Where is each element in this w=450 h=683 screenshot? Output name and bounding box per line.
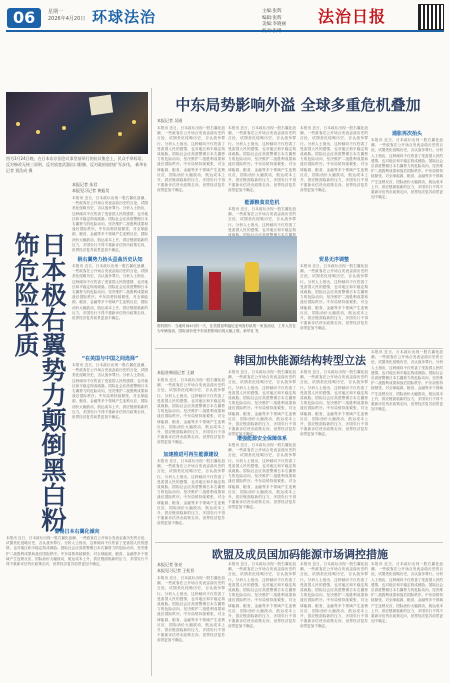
main-body-text: 本报讯 近日，日本政坛出现一股右翼化浪潮，一些政客在公开场合发表歪曲历史的言论，试图美化侵略历史，否认战争罪行。分析人士指出，这种倾向不仅伤害了受害国人民的感情，也对地区和平稳定构成威胁。国际社会应高度警惕日本右翼势力的危险动向，坚决维护二战胜利成果和战后国际秩序。中东局势持续紧张，对全球能源、粮食、金融等多个领域产生连锁反应，国际油价大幅波动，航运成本上升，供应链面临新的压力，多国央行不得不重新评估货币政策走向，世界经济复苏前景更加不确定。 bbox=[300, 264, 368, 331]
protest-photo-caption: 图为3月24日晚，在日本东京国会议事堂前举行的抗议集会上，民众手举标语，反对修改无核三原则、反对放宽武器出口限制、反对政府加快扩军步伐。 新华社记者 贾浩成 摄 bbox=[6, 156, 148, 173]
left-subhead: “在美国与中国之间选择” bbox=[81, 356, 139, 362]
main-byline: 本报记者 吴刚 bbox=[157, 118, 183, 123]
light-dot bbox=[118, 132, 122, 136]
korea-headline: 韩国加快能源结构转型立法 bbox=[234, 354, 366, 367]
byline-line: 本报见习记者 黄振昊 bbox=[72, 188, 110, 193]
fuel-pump bbox=[209, 272, 221, 310]
korea-body-text: 本报讯 近日，日本政坛出现一股右翼化浪潮，一些政客在公开场合发表歪曲历史的言论，试图美化侵略历史，否认战争罪行。分析人士指出，这种倾向不仅伤害了受害国人民的感情，也对地区和平稳定构成威胁。国际社会应高度警惕日本右翼势力的危险动向，坚决维护二战胜利成果和战后国际秩序。中东局势持续紧张，对全球能源、粮食、金融等多个领域产生连锁反应，国际油价大幅波动，航运成本上升，供应链面临新的压力，多国央行不得不重新评估货币政策走向，世界经济复苏前景更加不确定。 bbox=[228, 443, 296, 510]
eu-body-text: 本报讯 近日，日本政坛出现一股右翼化浪潮，一些政客在公开场合发表歪曲历史的言论，试图美化侵略历史，否认战争罪行。分析人士指出，这种倾向不仅伤害了受害国人民的感情，也对地区和平稳定构成威胁。国际社会应高度警惕日本右翼势力的危险动向，坚决维护二战胜利成果和战后国际秩序。中东局势持续紧张，对全球能源、粮食、金融等多个领域产生连锁反应，国际油价大幅波动，航运成本上升，供应链面临新的压力，多国央行不得不重新评估货币政策走向，世界经济复苏前景更加不确定。 bbox=[300, 562, 368, 629]
main-body-text: 本报讯 近日，日本政坛出现一股右翼化浪潮，一些政客在公开场合发表歪曲历史的言论，试图美化侵略历史，否认战争罪行。分析人士指出，这种倾向不仅伤害了受害国人民的感情，也对地区和平稳定构成威胁。国际社会应高度警惕日本右翼势力的危险动向，坚决维护二战胜利成果和战后国际秩序。中东局势持续紧张，对全球能源、粮食、金融等多个领域产生连锁反应，国际油价大幅波动，航运成本上升，供应链面临新的压力，多国央行不得不重新评估货币政策走向，世界经济复苏前景更加不确定。 bbox=[300, 126, 368, 193]
light-dot bbox=[16, 122, 20, 126]
left-body-text: 本报讯 近日，日本政坛出现一股右翼化浪潮，一些政客在公开场合发表歪曲历史的言论，试图美化侵略历史，否认战争罪行。分析人士指出，这种倾向不仅伤害了受害国人民的感情，也对地区和平稳定构成威胁。国际社会应高度警惕日本右翼势力的危险动向，坚决维护二战胜利成果和战后国际秩序。中东局势持续紧张，对全球能源、粮食、金融等多个领域产生连锁反应，国际油价大幅波动，航运成本上升，供应链面临新的压力，多国央行不得不重新评估货币政策走向，世界经济复苏前景更加不确定。 bbox=[6, 536, 148, 567]
byline-line: 本报见习记者 王松晋 bbox=[157, 568, 195, 573]
eu-body-text: 本报讯 近日，日本政坛出现一股右翼化浪潮，一些政客在公开场合发表歪曲历史的言论，试图美化侵略历史，否认战争罪行。分析人士指出，这种倾向不仅伤害了受害国人民的感情，也对地区和平稳定构成威胁。国际社会应高度警惕日本右翼势力的危险动向，坚决维护二战胜利成果和战后国际秩序。中东局势持续紧张，对全球能源、粮食、金融等多个领域产生连锁反应，国际油价大幅波动，航运成本上升，供应链面临新的压力，多国央行不得不重新评估货币政策走向，世界经济复苏前景更加不确定。 bbox=[157, 576, 225, 643]
left-subhead: 警惕日本右翼化倾向 bbox=[54, 529, 100, 535]
light-dot bbox=[132, 120, 136, 124]
eu-byline bbox=[157, 562, 225, 574]
worker-figure bbox=[245, 262, 259, 292]
page-number: 06 bbox=[7, 8, 41, 28]
section-divider bbox=[155, 542, 443, 543]
eu-body-text: 本报讯 近日，日本政坛出现一股右翼化浪潮，一些政客在公开场合发表歪曲历史的言论，试图美化侵略历史，否认战争罪行。分析人士指出，这种倾向不仅伤害了受害国人民的感情，也对地区和平稳定构成威胁。国际社会应高度警惕日本右翼势力的危险动向，坚决维护二战胜利成果和战后国际秩序。中东局势持续紧张，对全球能源、粮食、金融等多个领域产生连锁反应，国际油价大幅波动，航运成本上升，供应链面临新的压力，多国央行不得不重新评估货币政策走向，世界经济复苏前景更加不确定。 bbox=[371, 562, 443, 624]
section-title: 环球法治 bbox=[92, 8, 157, 26]
left-body-text: 本报讯 近日，日本政坛出现一股右翼化浪潮，一些政客在公开场合发表歪曲历史的言论，试图美化侵略历史，否认战争罪行。分析人士指出，这种倾向不仅伤害了受害国人民的感情，也对地区和平稳定构成威胁。国际社会应高度警惕日本右翼势力的危险动向，坚决维护二战胜利成果和战后国际秩序。中东局势持续紧张，对全球能源、粮食、金融等多个领域产生连锁反应，国际油价大幅波动，航运成本上升，供应链面临新的压力，多国央行不得不重新评估货币政策走向，世界经济复苏前景更加不确定。 bbox=[72, 363, 148, 420]
column-divider bbox=[151, 88, 152, 676]
korea-subhead: 增强能源安全保障体系 bbox=[236, 436, 287, 442]
korea-body-text: 本报讯 近日，日本政坛出现一股右翼化浪潮，一些政客在公开场合发表歪曲历史的言论，试图美化侵略历史，否认战争罪行。分析人士指出，这种倾向不仅伤害了受害国人民的感情，也对地区和平稳定构成威胁。国际社会应高度警惕日本右翼势力的危险动向，坚决维护二战胜利成果和战后国际秩序。中东局势持续紧张，对全球能源、粮食、金融等多个领域产生连锁反应，国际油价大幅波动，航运成本上升，供应链面临新的压力，多国央行不得不重新评估货币政策走向，世界经济复苏前景更加不确定。 bbox=[371, 350, 443, 412]
editor-line: 美编:李晓丽 bbox=[262, 22, 287, 27]
left-subhead: 极右翼势力抬头歪曲历史认知 bbox=[77, 257, 143, 263]
date-day: 2026年4月20日 bbox=[48, 16, 86, 22]
header-rule bbox=[6, 30, 444, 32]
korea-body-text: 本报讯 近日，日本政坛出现一股右翼化浪潮，一些政客在公开场合发表歪曲历史的言论，试图美化侵略历史，否认战争罪行。分析人士指出，这种倾向不仅伤害了受害国人民的感情，也对地区和平稳定构成威胁。国际社会应高度警惕日本右翼势力的危险动向，坚决维护二战胜利成果和战后国际秩序。中东局势持续紧张，对全球能源、粮食、金融等多个领域产生连锁反应，国际油价大幅波动，航运成本上升，供应链面临新的压力，多国央行不得不重新评估货币政策走向，世界经济复苏前景更加不确定。 bbox=[157, 459, 225, 526]
fuel-pump bbox=[187, 266, 203, 310]
issue-date bbox=[48, 9, 85, 23]
light-dot bbox=[62, 126, 66, 130]
masthead-logo: 法治日报 bbox=[318, 7, 387, 26]
editor-line: 编辑:张辉 bbox=[262, 15, 282, 21]
main-subhead: 能源粮食双危机 bbox=[244, 200, 280, 206]
left-byline bbox=[72, 182, 148, 194]
byline-line: 本报记者 张亮 bbox=[157, 562, 183, 567]
korea-byline: 本报驻韩国记者 王斌 bbox=[157, 370, 195, 375]
main-body-text: 本报讯 近日，日本政坛出现一股右翼化浪潮，一些政客在公开场合发表歪曲历史的言论，试图美化侵略历史，否认战争罪行。分析人士指出，这种倾向不仅伤害了受害国人民的感情，也对地区和平稳定构成威胁。国际社会应高度警惕日本右翼势力的危险动向，坚决维护二战胜利成果和战后国际秩序。中东局势持续紧张，对全球能源、粮食、金融等多个领域产生连锁反应，国际油价大幅波动，航运成本上升，供应链面临新的压力，多国央行不得不重新评估货币政策走向，世界经济复苏前景更加不确定。 bbox=[371, 138, 443, 200]
editor-line: 主编:张辉 bbox=[262, 9, 282, 14]
protest-photo bbox=[6, 92, 148, 154]
main-body-text: 本报讯 近日，日本政坛出现一股右翼化浪潮，一些政客在公开场合发表歪曲历史的言论，试图美化侵略历史，否认战争罪行。分析人士指出，这种倾向不仅伤害了受害国人民的感情，也对地区和平稳定构 bbox=[228, 207, 296, 232]
page-header bbox=[0, 0, 450, 62]
date-weekday: 星期一 bbox=[48, 9, 64, 15]
left-body-text: 本报讯 近日，日本政坛出现一股右翼化浪潮，一些政客在公开场合发表歪曲历史的言论，试图美化侵略历史，否认战争罪行。分析人士指出，这种倾向不仅伤害了受害国人民的感情，也对地区和平稳定构成威胁。国际社会应高度警惕日本右翼势力的危险动向，坚决维护二战胜利成果和战后国际秩序。中东局势持续紧张，对全球能源、粮食、金融等多个领域产生连锁反应，国际油价大幅波动，航运成本上升，供应链面临新的压力，多国央行不得不重新评估货币政策走向，世界经济复苏前景更加不确定。 bbox=[72, 264, 148, 321]
left-headline: 日本极右翼势力颠倒黑白粉饰危险本质 bbox=[11, 232, 67, 532]
main-body-text: 本报讯 近日，日本政坛出现一股右翼化浪潮，一些政客在公开场合发表歪曲历史的言论，试图美化侵略历史，否认战争罪行。分析人士指出，这种倾向不仅伤害了受害国人民的感情，也对地区和平稳定构成威胁。国际社会应高度警惕日本右翼势力的危险动向，坚决维护二战胜利成果和战后国际秩序。中东局势持续紧张，对全球能源、粮食、金融等多个领域产生连锁反应，国际油价大幅波动，航运成本上升，供应链面临新的压力，多国央行不得不重新评估货币政策走向，世界经济复苏前景更加不确定。 bbox=[157, 126, 225, 193]
qr-code-icon bbox=[418, 4, 444, 30]
light-dot bbox=[36, 130, 40, 134]
worker-legs bbox=[243, 292, 261, 316]
korea-body-text: 本报讯 近日，日本政坛出现一股右翼化浪潮，一些政客在公开场合发表歪曲历史的言论，试图美化侵略历史，否认战争罪行。分析人士指出，这种倾向不仅伤害了受害国人民的感情，也对地区和平稳定构成威胁。国际社会应高度警惕日本右翼势力的危险动向，坚决维护二战胜利成果和战后国际秩序。中东局势持续紧张，对全球能源、粮食、金融等多个领域产生连锁反应，国际油价大幅波动，航运成本上升，供应链面临新的压力，多国央行不得不重新评估货币政策走向，世界经济复苏前景更加不确定。 bbox=[300, 370, 368, 437]
korea-subhead: 加速推进可再生能源建设 bbox=[163, 452, 219, 458]
korea-body-text: 本报讯 近日，日本政坛出现一股右翼化浪潮，一些政客在公开场合发表歪曲历史的言论，试图美化侵略历史，否认战争罪行。分析人士指出，这种倾向不仅伤害了受害国人民的感情，也对地区和平稳定构成威胁。国际社会应高度警惕日本右翼势力的危险动向，坚决维护二战胜利成果和战后国际秩序。中东局势持续紧张，对全球能源、粮食、金融等多个领域产生连锁反应，国际油价大幅波动，航运成本上升，供应链面临新的压力，多国央行不得不重新评估货币政策走向，世界经济复苏前景更加不确定。 bbox=[157, 378, 225, 445]
section-divider bbox=[155, 348, 443, 349]
eu-headline: 欧盟及成员国加码能源市场调控措施 bbox=[212, 548, 388, 561]
main-subhead: 贸易无序调整 bbox=[318, 257, 349, 263]
gas-station-caption: 资料图片：当地时间4月的一天，在美国加利福尼亚州洛杉矶的一家加油站，工作人员在为车辆加油，国际油价受中东局势影响出现大幅上涨。新华社 发 bbox=[157, 324, 296, 333]
eu-body-text: 本报讯 近日，日本政坛出现一股右翼化浪潮，一些政客在公开场合发表歪曲历史的言论，试图美化侵略历史，否认战争罪行。分析人士指出，这种倾向不仅伤害了受害国人民的感情，也对地区和平稳定构成威胁。国际社会应高度警惕日本右翼势力的危险动向，坚决维护二战胜利成果和战后国际秩序。中东局势持续紧张，对全球能源、粮食、金融等多个领域产生连锁反应，国际油价大幅波动，航运成本上升，供应链面临新的压力，多国央行不得不重新评估货币政策走向，世界经济复苏前景更加不确定。 bbox=[228, 562, 296, 629]
main-subhead: 通胀再次抬头 bbox=[391, 131, 422, 137]
left-body-text: 本报讯 近日，日本政坛出现一股右翼化浪潮，一些政客在公开场合发表歪曲历史的言论，试图美化侵略历史，否认战争罪行。分析人士指出，这种倾向不仅伤害了受害国人民的感情，也对地区和平稳定构成威胁。国际社会应高度警惕日本右翼势力的危险动向，坚决维护二战胜利成果和战后国际秩序。中东局势持续紧张，对全球能源、粮食、金融等多个领域产生连锁反应，国际油价大幅波动，航运成本上升，供应链面临新的压力，多国央行不得不重新评估货币政策走向，世界经济复苏前景更加不确定。 bbox=[72, 196, 148, 253]
main-headline: 中东局势影响外溢 全球多重危机叠加 bbox=[175, 96, 421, 114]
byline-line: 本报记者 朱君 bbox=[72, 182, 98, 187]
main-body-text: 本报讯 近日，日本政坛出现一股右翼化浪潮，一些政客在公开场合发表歪曲历史的言论，试图美化侵略历史，否认战争罪行。分析人士指出，这种倾向不仅伤害了受害国人民的感情，也对地区和平稳定构成威胁。国际社会应高度警惕日本右翼势力的危险动向，坚决维护二战胜利成果和战后国际秩序。中东局势持续紧张，对全球能源、粮食、金融等多个领域产生连锁反应，国际油价大幅波动，航运成本上升，供应链面临新的压力，多国央行不得不重新评估货币政策走向，世界经济复苏前景更加不确定。 bbox=[228, 126, 296, 193]
korea-body-text: 本报讯 近日，日本政坛出现一股右翼化浪潮，一些政客在公开场合发表歪曲历史的言论，试图美化侵略历史，否认战争罪行。分析人士指出，这种倾向不仅伤害了受害国人民的感情，也对地区和平稳定构成威胁。国际社会应高度警惕日本右翼势力的危险动向，坚决维护二战胜利成果和战后国际秩序。中东局势持续紧张，对全球能源、粮食、金融等多个领域产生连锁反应，国际油价大幅波动，航运成本上升，供应链面临新的压力，多国央行不得不重新评估货币政策走向，世界经济复苏前景更加不确定。 bbox=[228, 370, 296, 437]
protest-sign bbox=[89, 95, 113, 116]
gas-station-photo bbox=[157, 236, 297, 322]
